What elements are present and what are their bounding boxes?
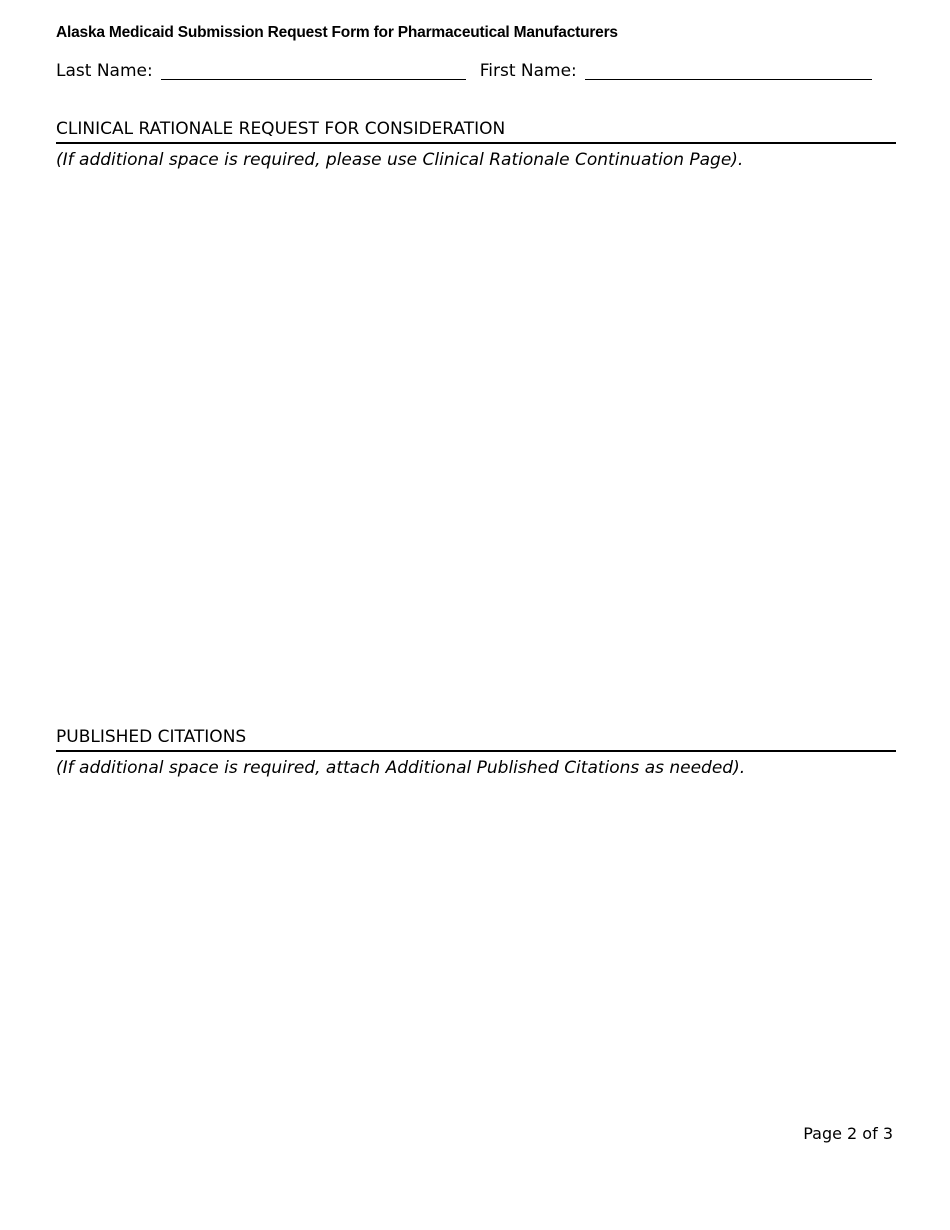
first-name-field[interactable] xyxy=(585,61,872,80)
last-name-label: Last Name: xyxy=(56,61,153,81)
clinical-rationale-heading: CLINICAL RATIONALE REQUEST FOR CONSIDERATION xyxy=(56,118,896,144)
form-title: Alaska Medicaid Submission Request Form for Pharmaceutical Manufacturers xyxy=(56,24,618,41)
clinical-rationale-note: (If additional space is required, please use Clinical Rationale Continuation Page). xyxy=(56,150,744,170)
name-row xyxy=(56,58,894,82)
clinical-rationale-text-area[interactable] xyxy=(56,180,896,715)
page-number: Page 2 of 3 xyxy=(803,1124,893,1143)
published-citations-text-area[interactable] xyxy=(56,788,896,1108)
published-citations-note: (If additional space is required, attach Additional Published Citations as needed). xyxy=(56,758,746,778)
published-citations-heading: PUBLISHED CITATIONS xyxy=(56,726,896,752)
last-name-field[interactable] xyxy=(161,61,466,80)
first-name-label: First Name: xyxy=(479,61,577,81)
